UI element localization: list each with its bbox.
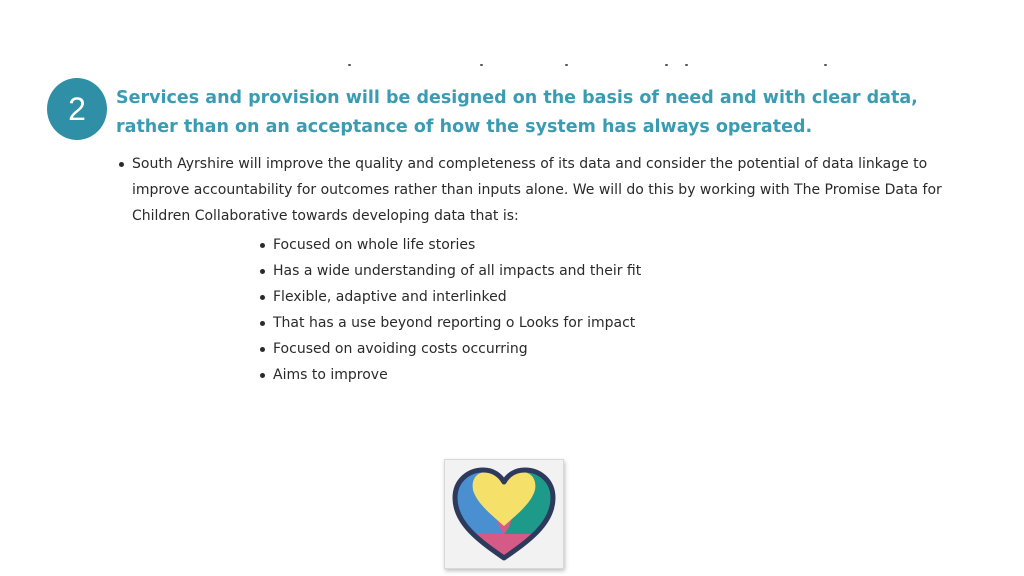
main-bullet-list [132, 151, 982, 229]
heart-logo-icon [451, 464, 557, 564]
sub-bullet-item: Focused on whole life stories [273, 232, 773, 258]
main-bullet-item: South Ayrshire will improve the quality and completeness of its data and consider the potential of data linkage to improve accountability for outcomes rather than inputs alone. We will do this by working with The Promise Data for Children Collaborative towards developing data that is: [132, 151, 982, 229]
sub-bullet-item: Has a wide understanding of all impacts and their fit [273, 258, 773, 284]
logo-image-frame [444, 459, 564, 569]
sub-bullet-item: That has a use beyond reporting o Looks for impact [273, 310, 773, 336]
section-heading: Services and provision will be designed on the basis of need and with clear data, rather than on an acceptance of how the system has always operated. [116, 88, 918, 137]
sub-bullet-item: Focused on avoiding costs occurring [273, 336, 773, 362]
cropped-text-remnant [340, 58, 840, 68]
sub-bullet-item: Flexible, adaptive and interlinked [273, 284, 773, 310]
sub-bullet-item: Aims to improve [273, 362, 773, 388]
sub-bullet-list [273, 232, 773, 388]
section-number-badge: 2 [47, 78, 107, 140]
